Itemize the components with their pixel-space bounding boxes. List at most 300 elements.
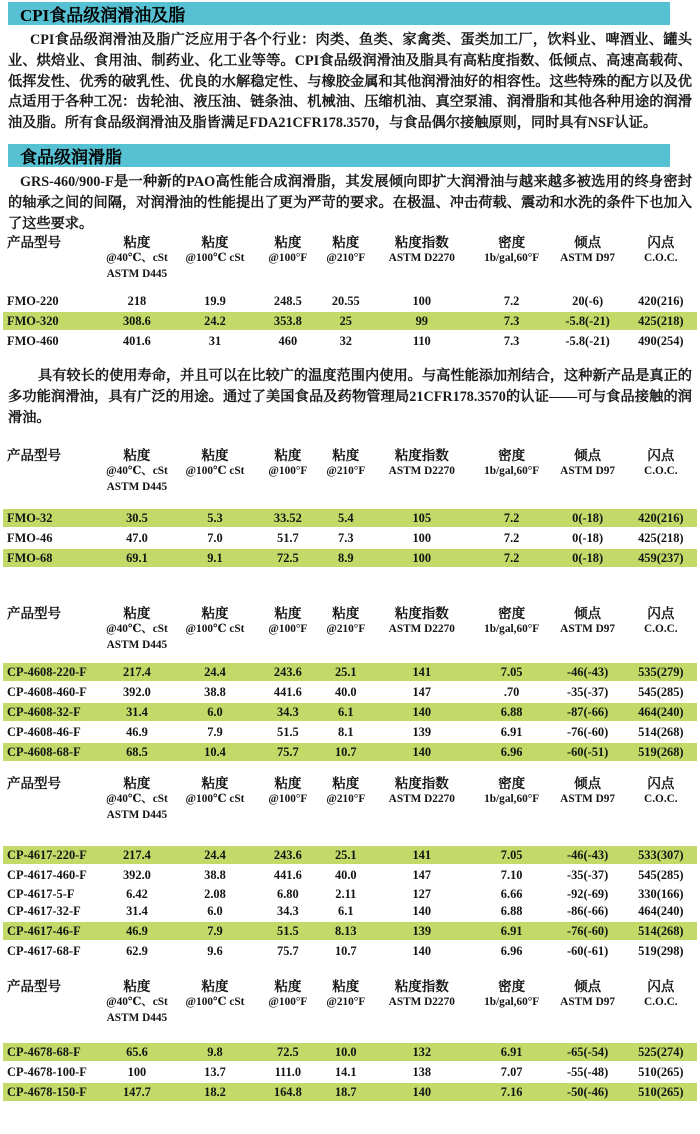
column-header-line: @40℃、cSt: [106, 995, 168, 1008]
value-cell: 330(166): [638, 887, 684, 902]
column-header-line: 粘度指数: [394, 235, 449, 251]
table-header: [3, 605, 697, 654]
column-header-line: @40℃、cSt: [106, 252, 168, 265]
value-cell: 420(216): [638, 510, 684, 525]
table-rows: [3, 1043, 697, 1101]
value-cell: -87(-66): [566, 704, 609, 719]
column-header-line: 粘度指数: [394, 775, 449, 791]
value-cell: 72.5: [277, 1044, 299, 1059]
value-cell: 533(307): [638, 847, 684, 862]
product-model-cell: FMO-220: [7, 294, 59, 309]
column-header-line: 粘度: [123, 447, 151, 463]
column-header-line: ASTM D97: [560, 995, 616, 1008]
column-header: [473, 978, 551, 1027]
value-cell: 519(298): [638, 943, 684, 958]
column-header-line: 粘度: [274, 605, 302, 621]
value-cell: 140: [412, 943, 432, 958]
product-model-cell: CP-4617-32-F: [7, 904, 81, 919]
value-cell: 141: [412, 847, 432, 862]
value-cell: 7.2: [503, 550, 520, 565]
column-header-line: @210°F: [326, 792, 366, 805]
column-header-line: 1b/gal,60°F: [484, 995, 540, 1008]
column-header-line: ASTM D97: [560, 792, 616, 805]
column-header-line: ASTM D445: [106, 480, 168, 493]
column-header-line: 粘度: [332, 447, 360, 463]
value-cell: 8.13: [334, 923, 357, 938]
table-row: [3, 903, 697, 920]
column-header: [99, 447, 175, 496]
column-header-line: 粘度: [332, 605, 360, 621]
value-cell: 139: [412, 923, 432, 938]
column-header-line: @100℃ cSt: [185, 252, 245, 265]
product-model-cell: CP-4617-68-F: [7, 943, 81, 958]
value-cell: 47.0: [126, 530, 148, 545]
column-header-line: 1b/gal,60°F: [484, 464, 540, 477]
value-cell: 6.91: [500, 724, 523, 739]
value-cell: 46.9: [126, 724, 148, 739]
value-cell: 7.10: [500, 867, 523, 882]
column-header-line: 倾点: [574, 605, 602, 621]
column-header: [321, 605, 371, 654]
column-header: [3, 447, 99, 496]
value-cell: 31.4: [126, 704, 148, 719]
value-cell: 72.5: [277, 550, 299, 565]
column-header-line: 密度: [498, 605, 526, 621]
value-cell: 10.0: [334, 1044, 357, 1059]
value-cell: 164.8: [273, 1084, 302, 1099]
column-header: [473, 775, 551, 824]
value-cell: -46(-43): [566, 664, 609, 679]
product-model-cell: CP-4608-32-F: [7, 704, 81, 719]
column-header-line: @210°F: [326, 464, 366, 477]
value-cell: -50(-46): [566, 1084, 609, 1099]
value-cell: 7.2: [503, 530, 520, 545]
value-cell: 0(-18): [572, 550, 604, 565]
value-cell: 8.1: [338, 724, 354, 739]
value-cell: 75.7: [277, 943, 299, 958]
value-cell: 7.3: [338, 530, 354, 545]
column-header-line: ASTM D2270: [388, 792, 455, 805]
column-header: [255, 775, 321, 824]
value-cell: 392.0: [122, 867, 151, 882]
product-model-cell: CP-4617-46-F: [7, 923, 81, 938]
product-model-cell: CP-4608-68-F: [7, 744, 81, 759]
product-table-cp4617: [3, 775, 697, 960]
column-header-line: ASTM D445: [106, 1011, 168, 1024]
value-cell: 425(218): [638, 530, 684, 545]
column-header-line: @100°F: [268, 622, 308, 635]
grease-paragraph: GRS-460/900-F是一种新的PAO高性能合成润滑脂，其发展倾向即扩大润滑油与越来越多被选用的终身密封的轴承之间的间隔，对润滑油的性能提出了更为严苛的要求。在极温、冲击荷载、震动和水洗的条件下也加入了这些要求。: [8, 173, 692, 232]
value-cell: 10.7: [334, 744, 357, 759]
value-cell: 9.6: [207, 943, 223, 958]
product-table-fmo-light: [3, 447, 697, 567]
table-row: [3, 922, 697, 940]
value-cell: 7.9: [207, 724, 223, 739]
table-row: [3, 312, 697, 330]
value-cell: 147: [412, 867, 432, 882]
column-header: [625, 978, 697, 1027]
column-header-line: ASTM D97: [560, 464, 616, 477]
value-cell: 69.1: [126, 550, 148, 565]
value-cell: 510(265): [638, 1084, 684, 1099]
column-header: [99, 234, 175, 283]
value-cell: 100: [412, 530, 432, 545]
value-cell: 9.1: [207, 550, 223, 565]
product-model-cell: CP-4678-150-F: [7, 1084, 87, 1099]
value-cell: 110: [412, 334, 431, 349]
product-table-cp4678: [3, 978, 697, 1101]
column-header-line: @40℃、cSt: [106, 792, 168, 805]
column-header-line: 密度: [498, 235, 526, 251]
column-header: [3, 234, 99, 283]
column-header: [3, 978, 99, 1027]
value-cell: -46(-43): [566, 847, 609, 862]
column-header: [321, 447, 371, 496]
column-header-line: ASTM D2270: [388, 995, 455, 1008]
column-header: [321, 234, 371, 283]
value-cell: 459(237): [638, 550, 684, 565]
product-model-cell: FMO-460: [7, 334, 59, 349]
column-header-line: 产品型号: [7, 447, 61, 463]
value-cell: 7.2: [503, 294, 520, 309]
value-cell: 401.6: [122, 334, 151, 349]
table-rows: [3, 846, 697, 960]
column-header-line: ASTM D97: [560, 622, 616, 635]
product-model-cell: CP-4608-460-F: [7, 684, 87, 699]
value-cell: 0(-18): [572, 530, 604, 545]
column-header: [371, 447, 473, 496]
column-header-line: 1b/gal,60°F: [484, 792, 540, 805]
column-header-line: 粘度: [201, 447, 229, 463]
table-row: [3, 886, 697, 903]
value-cell: 34.3: [277, 704, 299, 719]
column-header: [473, 234, 551, 283]
value-cell: 51.5: [277, 724, 299, 739]
table-header: [3, 978, 697, 1027]
value-cell: 33.52: [273, 510, 302, 525]
product-model-cell: CP-4617-220-F: [7, 847, 87, 862]
column-header: [551, 234, 625, 283]
value-cell: 8.9: [338, 550, 354, 565]
column-header: [99, 605, 175, 654]
column-header-line: C.O.C.: [644, 792, 678, 805]
column-header: [175, 605, 255, 654]
value-cell: 100: [127, 1064, 147, 1079]
value-cell: 545(285): [638, 867, 684, 882]
table-row: [3, 509, 697, 527]
value-cell: -35(-37): [566, 684, 609, 699]
value-cell: 13.7: [204, 1064, 226, 1079]
column-header-line: C.O.C.: [644, 464, 678, 477]
column-header-line: 1b/gal,60°F: [484, 622, 540, 635]
column-header-line: ASTM D2270: [388, 252, 455, 265]
column-header-line: @100℃ cSt: [185, 792, 245, 805]
column-header-line: @100℃ cSt: [185, 995, 245, 1008]
value-cell: 514(268): [638, 923, 684, 938]
section-title: 食品级润滑脂: [20, 147, 122, 167]
value-cell: 353.8: [273, 314, 302, 329]
product-model-cell: FMO-32: [7, 510, 53, 525]
column-header: [175, 978, 255, 1027]
column-header-line: 粘度指数: [394, 605, 449, 621]
value-cell: 464(240): [638, 904, 684, 919]
table-rows: [3, 292, 697, 350]
value-cell: 9.8: [207, 1044, 223, 1059]
table-row: [3, 1083, 697, 1101]
column-header-line: 闪点: [647, 775, 675, 791]
column-header-line: C.O.C.: [644, 995, 678, 1008]
column-header: [99, 978, 175, 1027]
value-cell: .70: [503, 684, 520, 699]
value-cell: 6.96: [500, 744, 523, 759]
table-row: [3, 866, 697, 884]
column-header: [99, 775, 175, 824]
column-header-line: C.O.C.: [644, 622, 678, 635]
column-header: [371, 605, 473, 654]
column-header-line: 1b/gal,60°F: [484, 252, 540, 265]
value-cell: 24.4: [204, 664, 226, 679]
value-cell: 514(268): [638, 724, 684, 739]
value-cell: 105: [412, 510, 432, 525]
value-cell: 425(218): [638, 314, 684, 329]
value-cell: -60(-61): [566, 943, 609, 958]
table-row: [3, 529, 697, 547]
section-title: CPI食品级润滑油及脂: [20, 6, 186, 25]
value-cell: 6.0: [207, 904, 223, 919]
value-cell: 6.88: [500, 904, 523, 919]
value-cell: 441.6: [273, 867, 302, 882]
value-cell: 140: [412, 904, 432, 919]
value-cell: 217.4: [122, 664, 151, 679]
column-header-line: @100℃ cSt: [185, 622, 245, 635]
mid-paragraph: 具有较长的使用寿命，并且可以在比较广的温度范围内使用。与高性能添加剂结合，这种新产品是真正的多功能润滑油，具有广泛的用途。通过了美国食品及药物管理局21CFR178.3570的认证——可与食品接触的润滑油。: [8, 368, 692, 426]
value-cell: 217.4: [122, 847, 151, 862]
value-cell: -5.8(-21): [565, 314, 610, 329]
value-cell: 38.8: [204, 684, 226, 699]
value-cell: 40.0: [334, 684, 357, 699]
column-header-line: 产品型号: [7, 978, 61, 994]
value-cell: 545(285): [638, 684, 684, 699]
table-row: [3, 1043, 697, 1061]
value-cell: 34.3: [277, 904, 299, 919]
table-row: [3, 332, 697, 350]
value-cell: -55(-48): [566, 1064, 609, 1079]
column-header: [551, 775, 625, 824]
intro-paragraph: CPI食品级润滑油及脂广泛应用于各个行业：肉类、鱼类、家禽类、蛋类加工厂，饮料业、啤酒业、罐头业、烘焙业、食用油、制药业、化工业等等。CPI食品级润滑油及脂具有高粘度指数、低倾点、高速高载荷、低挥发性、优秀的破乳性、优良的水解稳定性、与橡胶金属和其他润滑油好的相容性。这些特殊的配方以及优点适用于各种工况：齿轮油、液压油、链条油、机械油、压缩机油、真空泵浦、润滑脂和其他各种用途的润滑油及脂。所有食品级润滑油及脂皆满足FDA21CFR178.3570，与食品偶尔接触原则，同时具有NSF认证。: [8, 32, 692, 132]
value-cell: 5.3: [207, 510, 223, 525]
column-header-line: C.O.C.: [644, 252, 678, 265]
column-header: [625, 234, 697, 283]
column-header-line: @100℃ cSt: [185, 464, 245, 477]
column-header-line: 闪点: [647, 978, 675, 994]
column-header-line: 闪点: [647, 447, 675, 463]
column-header-line: 密度: [498, 447, 526, 463]
column-header: [625, 447, 697, 496]
value-cell: 460: [278, 334, 298, 349]
product-model-cell: CP-4617-460-F: [7, 867, 87, 882]
value-cell: 218: [127, 294, 147, 309]
column-header-line: @40℃、cSt: [106, 464, 168, 477]
column-header: [3, 605, 99, 654]
value-cell: 243.6: [273, 664, 302, 679]
value-cell: 6.96: [500, 943, 523, 958]
value-cell: 7.3: [503, 334, 520, 349]
value-cell: 6.66: [500, 887, 523, 902]
value-cell: -76(-60): [566, 724, 609, 739]
column-header-line: 倾点: [574, 978, 602, 994]
value-cell: 25.1: [334, 847, 357, 862]
value-cell: 420(216): [638, 294, 684, 309]
column-header-line: 产品型号: [7, 235, 61, 251]
column-header-line: @100°F: [268, 252, 308, 265]
column-header: [625, 775, 697, 824]
value-cell: 7.07: [500, 1064, 523, 1079]
value-cell: 20.55: [331, 294, 360, 309]
column-header-line: @100°F: [268, 995, 308, 1008]
value-cell: -35(-37): [566, 867, 609, 882]
value-cell: 7.2: [503, 510, 520, 525]
column-header-line: ASTM D445: [106, 638, 168, 651]
value-cell: 24.4: [204, 847, 226, 862]
column-header: [321, 775, 371, 824]
value-cell: 140: [412, 744, 432, 759]
column-header-line: 粘度: [123, 978, 151, 994]
value-cell: 18.2: [204, 1084, 226, 1099]
table-rows: [3, 663, 697, 761]
column-header-line: 产品型号: [7, 775, 61, 791]
value-cell: 100: [412, 550, 432, 565]
column-header-line: 闪点: [647, 605, 675, 621]
column-header-line: 粘度: [201, 775, 229, 791]
column-header: [551, 978, 625, 1027]
column-header-line: 粘度: [332, 775, 360, 791]
value-cell: 7.05: [500, 847, 523, 862]
column-header: [371, 234, 473, 283]
value-cell: 51.7: [277, 530, 299, 545]
value-cell: 31: [208, 334, 222, 349]
table-row: [3, 549, 697, 567]
table-row: [3, 663, 697, 681]
column-header-line: 密度: [498, 978, 526, 994]
table-row: [3, 1063, 697, 1081]
value-cell: 2.08: [204, 887, 226, 902]
value-cell: 6.88: [500, 704, 523, 719]
column-header: [551, 447, 625, 496]
value-cell: -60(-51): [566, 744, 609, 759]
column-header-line: 粘度: [123, 235, 151, 251]
value-cell: 7.16: [500, 1084, 523, 1099]
value-cell: 243.6: [273, 847, 302, 862]
value-cell: 30.5: [126, 510, 148, 525]
value-cell: 140: [412, 704, 432, 719]
value-cell: 6.91: [500, 1044, 523, 1059]
value-cell: 6.0: [207, 704, 223, 719]
column-header-line: 粘度: [274, 235, 302, 251]
product-model-cell: CP-4617-5-F: [7, 887, 75, 902]
value-cell: 6.91: [500, 923, 523, 938]
column-header: [3, 775, 99, 824]
value-cell: 99: [415, 314, 428, 329]
column-header: [321, 978, 371, 1027]
value-cell: 32: [339, 334, 352, 349]
column-header-line: @210°F: [326, 622, 366, 635]
column-header: [175, 234, 255, 283]
product-model-cell: CP-4608-46-F: [7, 724, 81, 739]
table-row: [3, 703, 697, 721]
column-header-line: @100°F: [268, 792, 308, 805]
value-cell: 464(240): [638, 704, 684, 719]
value-cell: 392.0: [122, 684, 151, 699]
column-header-line: 倾点: [574, 235, 602, 251]
value-cell: 6.1: [338, 704, 354, 719]
table-row: [3, 743, 697, 761]
value-cell: 490(254): [638, 334, 684, 349]
column-header: [473, 447, 551, 496]
value-cell: -65(-54): [566, 1044, 609, 1059]
value-cell: 141: [412, 664, 432, 679]
value-cell: 14.1: [334, 1064, 357, 1079]
value-cell: -92(-69): [566, 887, 609, 902]
value-cell: 0(-18): [572, 510, 604, 525]
table-row: [3, 292, 697, 310]
product-table-fmo-heavy: [3, 234, 697, 350]
value-cell: 441.6: [273, 684, 302, 699]
value-cell: 46.9: [126, 923, 148, 938]
value-cell: 20(-6): [572, 294, 604, 309]
value-cell: 40.0: [334, 867, 357, 882]
column-header-line: 粘度: [332, 235, 360, 251]
value-cell: 7.0: [207, 530, 223, 545]
table-header: [3, 447, 697, 496]
column-header-line: 粘度: [201, 235, 229, 251]
value-cell: 132: [412, 1044, 432, 1059]
column-header-line: 粘度指数: [394, 978, 449, 994]
column-header-line: 粘度: [123, 775, 151, 791]
column-header: [473, 605, 551, 654]
value-cell: 6.1: [338, 904, 354, 919]
value-cell: 510(265): [638, 1064, 684, 1079]
value-cell: 100: [412, 294, 432, 309]
column-header-line: 粘度: [201, 605, 229, 621]
column-header-line: ASTM D445: [106, 808, 168, 821]
value-cell: 38.8: [204, 867, 226, 882]
column-header-line: @100°F: [268, 464, 308, 477]
table-row: [3, 942, 697, 960]
value-cell: 51.5: [277, 923, 299, 938]
value-cell: 2.11: [335, 887, 357, 902]
value-cell: 24.2: [204, 314, 226, 329]
column-header-line: ASTM D445: [106, 268, 168, 281]
table-header: [3, 234, 697, 283]
column-header-line: 粘度指数: [394, 447, 449, 463]
column-header: [255, 605, 321, 654]
value-cell: -5.8(-21): [565, 334, 610, 349]
value-cell: 7.9: [207, 923, 223, 938]
value-cell: 519(268): [638, 744, 684, 759]
value-cell: 25.1: [334, 664, 357, 679]
column-header-line: 粘度: [274, 978, 302, 994]
product-model-cell: FMO-46: [7, 530, 53, 545]
value-cell: 62.9: [126, 943, 148, 958]
value-cell: 140: [412, 1084, 432, 1099]
section-bar-food-grade-oils: [8, 2, 670, 25]
product-model-cell: CP-4608-220-F: [7, 664, 87, 679]
value-cell: -86(-66): [566, 904, 609, 919]
column-header: [255, 447, 321, 496]
column-header-line: @210°F: [326, 995, 366, 1008]
value-cell: -76(-60): [566, 923, 609, 938]
column-header-line: @210°F: [326, 252, 366, 265]
